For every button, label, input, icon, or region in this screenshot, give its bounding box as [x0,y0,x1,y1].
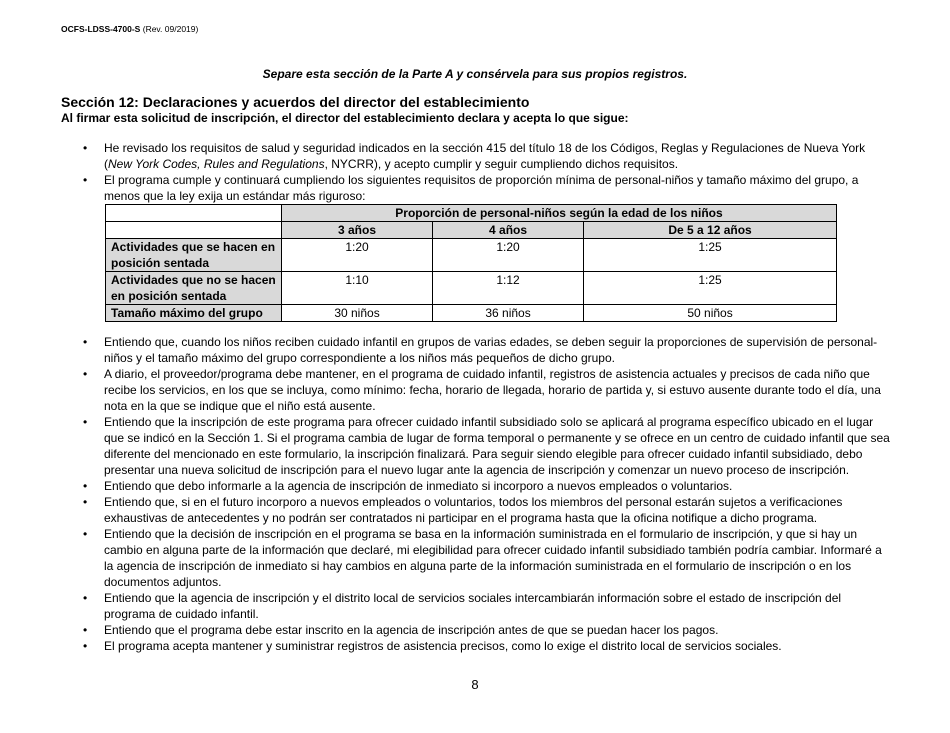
bullet-item [0,172,890,204]
table-cell: 50 niños [584,305,837,322]
form-code: OCFS-LDSS-4700-S [61,24,141,34]
bullet-item: • Entiendo que la inscripción de este programa para ofrecer cuidado infantil subsidiado solo se aplicará al programa específico ubicado en el lugar que se indicó en la Sección 1. Si el programa cambia de lugar de forma temporal o permanente y se ofrece en un centro de cuidado infantil que sea diferente del mencionado en este formulario, la inscripción finalizará. Para seguir siendo elegible para ofrecer cuidado infantil subsidiado, debo presentar una nueva solicitud de inscripción para el nuevo lugar ante la agencia de inscripción y comenzar un nuevo proceso de inscripción. [0,414,890,478]
ratio-table [105,204,837,322]
table-cell: 30 niños [282,305,433,322]
bullet-item: • El programa acepta mantener y suministrar registros de asistencia precisos, como lo exige el distrito local de servicios sociales. [0,638,890,654]
row-label: Tamaño máximo del grupo [106,305,282,322]
bullet-item: • A diario, el proveedor/programa debe mantener, en el programa de cuidado infantil, registros de asistencia actuales y precisos de cada niño que recibe los servicios, en los que se incluya, como mínimo: fecha, horario de llegada, horario de partida y, si estuvo ausente durante todo el día, una nota en la que se indique que el niño está ausente. [0,366,890,414]
bullet-list-bottom [0,334,890,654]
bullet-list-top [0,140,890,204]
table-cell: 1:25 [584,272,837,305]
table-cell: 1:20 [433,239,584,272]
table-cell: 1:10 [282,272,433,305]
bullet-item: • Entiendo que debo informarle a la agencia de inscripción de inmediato si incorporo a nuevos empleados o voluntarios. [0,478,890,494]
table-cell: 1:25 [584,239,837,272]
table-cell: 36 niños [433,305,584,322]
table-column-row [106,222,837,239]
bullet-text: El programa cumple y continuará cumpliendo los siguientes requisitos de proporción mínima de personal-niños y tamaño máximo del grupo, a menos que la ley exija un estándar más riguroso: [104,173,859,203]
bullet-text: He revisado los requisitos de salud y seguridad indicados en la sección 415 del título 18 de los Códigos, Reglas y Regulaciones de Nueva York ( [104,141,866,171]
section-title: Sección 12: Declaraciones y acuerdos del director del establecimiento [61,94,530,110]
column-header: 4 años [433,222,584,239]
bullet-item: • Entiendo que la decisión de inscripción en el programa se basa en la información suministrada en el formulario de inscripción, y que si hay un cambio en alguna parte de la información que declaré, mi elegibilidad para ofrecer cuidado infantil subsidiado también podría cambiar. Informaré a la agencia de inscripción de inmediato si hay cambios en alguna parte de la información suministrada en el formulario de inscripción o en los documentos adjuntos. [0,526,890,590]
table-row [106,272,837,305]
table-caption: Proporción de personal-niños según la edad de los niños [282,205,837,222]
form-revision: (Rev. 09/2019) [142,24,199,34]
separate-note: Separe esta sección de la Parte A y consérvela para sus propios registros. [262,67,688,81]
page-number: 8 [471,677,479,692]
table-row [106,305,837,322]
bullet-item [0,140,890,172]
column-header: 3 años [282,222,433,239]
bullet-item: • Entiendo que, si en el futuro incorporo a nuevos empleados o voluntarios, todos los miembros del personal estarán sujetos a verificaciones exhaustivas de antecedentes y no podrán ser contratados ni participar en el programa hasta que la oficina notifique a dicho programa. [0,494,890,526]
bullet-item: • Entiendo que, cuando los niños reciben cuidado infantil en grupos de varias edades, se deben seguir la proporciones de supervisión de personal-niños y el tamaño máximo del grupo correspondiente a los niños más pequeños de dicho grupo. [0,334,890,366]
bullet-item: • Entiendo que la agencia de inscripción y el distrito local de servicios sociales intercambiarán información sobre el estado de inscripción del programa de cuidado infantil. [0,590,890,622]
section-subtitle: Al firmar esta solicitud de inscripción, el director del establecimiento declara y acepta lo que sigue: [61,111,629,125]
column-header: De 5 a 12 años [584,222,837,239]
form-identifier [61,24,198,34]
bullet-italic-text: New York Codes, Rules and Regulations [108,157,325,171]
bullet-text: , NYCRR), y acepto cumplir y seguir cumpliendo dichos requisitos. [324,157,679,171]
table-corner-cell [106,222,282,239]
bullet-item: • Entiendo que el programa debe estar inscrito en la agencia de inscripción antes de que se puedan hacer los pagos. [0,622,890,638]
row-label: Actividades que se hacen en posición sentada [106,239,282,272]
table-corner-cell [106,205,282,222]
table-cell: 1:20 [282,239,433,272]
table-row [106,239,837,272]
table-cell: 1:12 [433,272,584,305]
table-header-row [106,205,837,222]
row-label: Actividades que no se hacen en posición sentada [106,272,282,305]
